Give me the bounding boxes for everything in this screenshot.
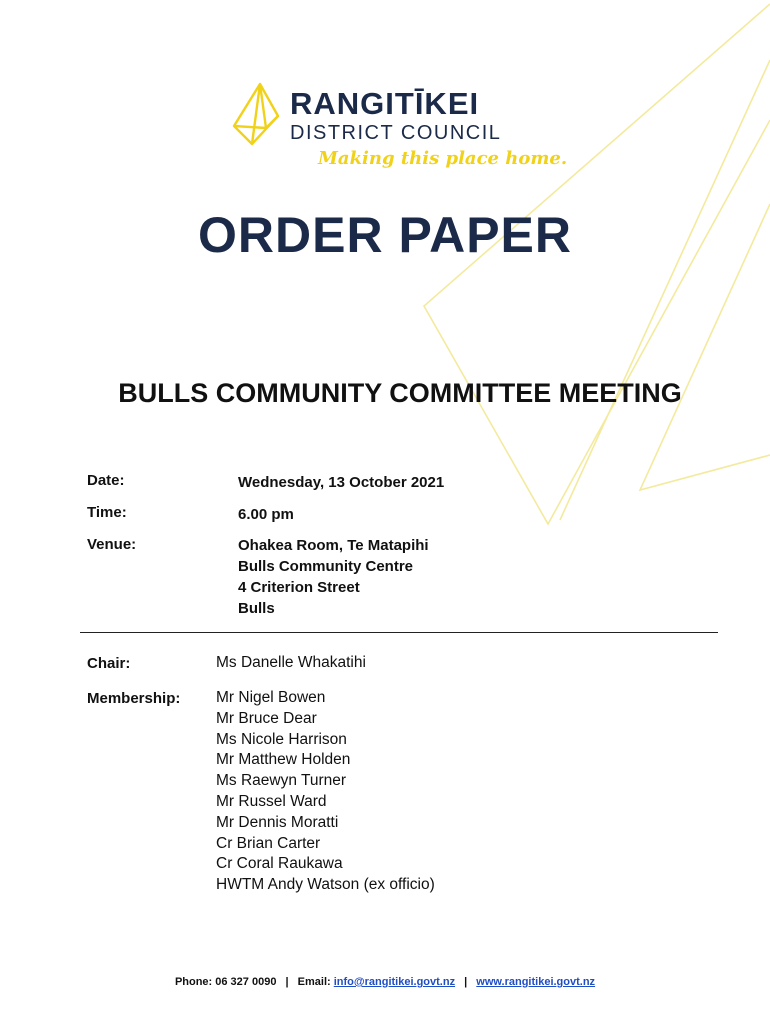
document-title: ORDER PAPER xyxy=(197,207,572,263)
member-item: Mr Dennis Moratti xyxy=(216,813,339,831)
member-item: Mr Matthew Holden xyxy=(216,751,351,769)
logo-mark-icon xyxy=(230,82,282,148)
venue-line: Bulls xyxy=(238,600,275,617)
footer-phone: Phone: 06 327 0090 xyxy=(174,976,277,988)
member-item: Ms Raewyn Turner xyxy=(216,772,347,790)
logo-subtitle: DISTRICT COUNCIL xyxy=(290,122,502,144)
venue-line: Ohakea Room, Te Matapihi xyxy=(238,537,429,554)
membership-list xyxy=(216,688,435,896)
footer-email-link[interactable]: info@rangitikei.govt.nz xyxy=(333,976,456,988)
member-item: Mr Nigel Bowen xyxy=(216,689,326,706)
chair-value: Ms Danelle Whakatihi xyxy=(216,654,366,671)
time-label: Time: xyxy=(87,504,127,521)
section-divider xyxy=(80,632,718,633)
footer-website-link[interactable]: www.rangitikei.govt.nz xyxy=(476,976,596,988)
date-value: Wednesday, 13 October 2021 xyxy=(238,474,445,491)
member-item: Mr Bruce Dear xyxy=(216,709,317,727)
footer-email-label: Email: xyxy=(297,976,331,988)
footer-separator: | xyxy=(285,976,289,988)
logo-tagline: Making this place home. xyxy=(318,148,568,169)
council-logo xyxy=(230,82,568,174)
membership-label: Membership: xyxy=(87,690,181,707)
meeting-title: BULLS COMMUNITY COMMITTEE MEETING xyxy=(118,378,682,408)
venue-label: Venue: xyxy=(87,536,137,553)
venue-address xyxy=(238,535,429,619)
chair-label: Chair: xyxy=(87,655,131,672)
logo-name: RANGITĪKEI xyxy=(290,86,480,121)
time-value: 6.00 pm xyxy=(238,506,294,523)
footer-contact xyxy=(0,976,770,988)
member-item: Mr Russel Ward xyxy=(216,792,327,810)
member-item: Cr Brian Carter xyxy=(216,834,321,852)
date-label: Date: xyxy=(87,472,125,489)
member-item: HWTM Andy Watson (ex officio) xyxy=(216,876,435,894)
member-item: Cr Coral Raukawa xyxy=(216,855,343,873)
footer-separator: | xyxy=(464,976,468,988)
venue-line: Bulls Community Centre xyxy=(238,558,414,575)
member-item: Ms Nicole Harrison xyxy=(216,730,347,748)
venue-line: 4 Criterion Street xyxy=(238,579,360,596)
